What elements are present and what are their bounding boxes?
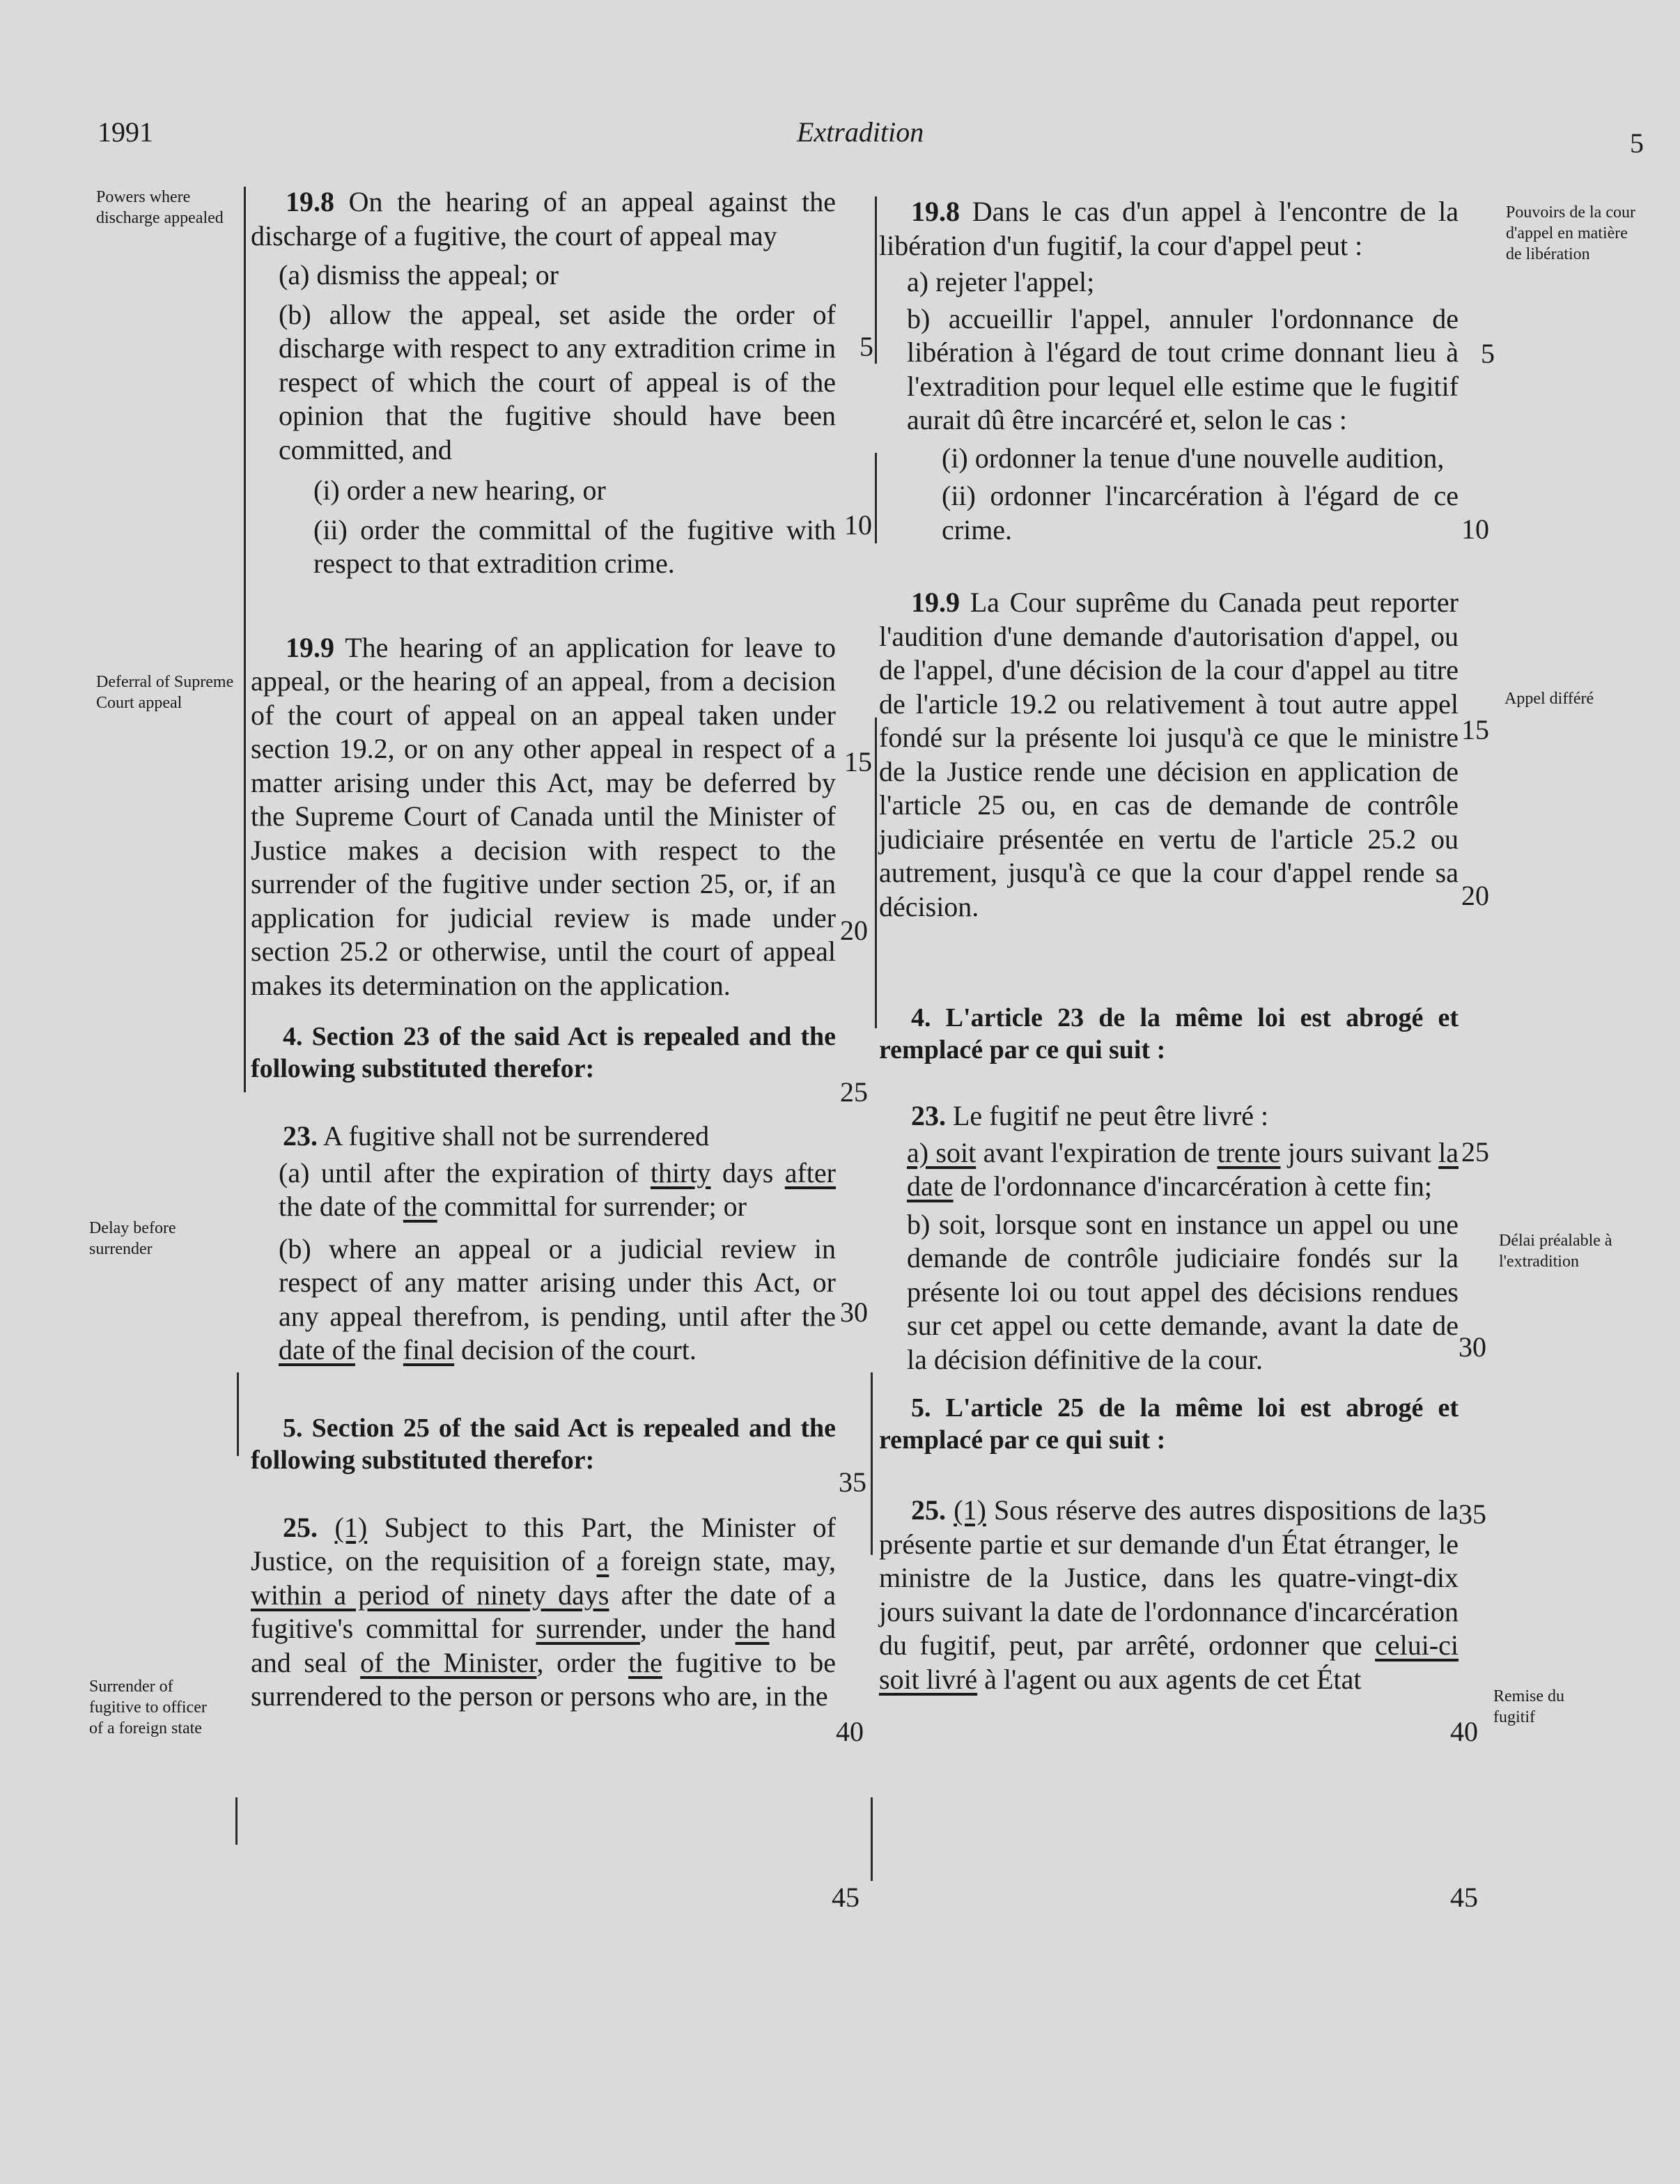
line-number-fr-45: 45 (1450, 1882, 1478, 1913)
section-19-8-para-b: (b) allow the appeal, set aside the order of discharge with respect to any extradition crime in respect of which the court of appeal is of the opinion that the fugitive should have been committed, and (279, 298, 836, 465)
margin-note-powers-fr: Pouvoirs de la cour d'appel en matière de libération (1506, 203, 1635, 263)
fr-amending-clause-5: 5. L'article 25 de la même loi est abrogé et remplacé par ce qui suit : (879, 1393, 1459, 1455)
section-19-8-para-a: (a) dismiss the appeal; or (279, 259, 559, 291)
line-number-fr-30: 30 (1459, 1331, 1486, 1363)
fr-section-19-9-text: La Cour suprême du Canada peut reporter l'audition d'une demande d'autorisation d'appel, ou de l'appel, d'une décision de la cour d'appel au titre de l'article 19.2 ou relativement à tout autre appel fondé sur la présente loi jusqu'à ce que le ministre de la Justice rende une décision en application de l'article 25 ou, en cas de demande de contrôle judiciaire présentée en vertu de l'article 25.2 ou autrement, jusqu'à ce que la cour d'appel rende sa décision. (879, 587, 1459, 922)
fr-section-19-8-subpara-ii: (ii) ordonner l'incarcération à l'égard de ce crime. (942, 480, 1459, 545)
section-23-para-a: (a) until after the expiration of thirty days after the date of the committal for surrender; or (279, 1156, 836, 1222)
section-23-intro: A fugitive shall not be surrendered (322, 1120, 710, 1152)
line-number-en-25: 25 (840, 1076, 868, 1108)
section-19-8-subpara-ii: (ii) order the committal of the fugitive with respect to that extradition crime. (313, 513, 836, 579)
margin-note-surrender-en: Surrender of fugitive to officer of a foreign state (89, 1678, 207, 1737)
header-year: 1991 (98, 116, 153, 148)
fr-section-19-8-para-a: a) rejeter l'appel; (907, 266, 1095, 297)
line-number-en-40: 40 (836, 1716, 864, 1747)
margin-note-deferral-en: Deferral of Supreme Court appeal (96, 673, 234, 712)
line-number-en-30: 30 (840, 1296, 868, 1328)
line-number-en-5: 5 (860, 331, 873, 362)
fr-section-19-8-number: 19.8 (911, 196, 960, 227)
change-bar-fr-2 (875, 453, 877, 543)
fr-section-19-8-para-b: b) accueillir l'appel, annuler l'ordonnance de libération à l'égard de tout crime donnant lieu à l'extradition pour lequel elle estime que le fugitif aurait dû être incarcéré et, selon le cas : (907, 302, 1459, 435)
change-bar-en-1 (244, 187, 246, 1092)
line-number-en-15: 15 (844, 746, 872, 777)
line-number-en-10: 10 (844, 509, 872, 541)
line-number-en-45: 45 (832, 1882, 860, 1913)
change-bar-fr-1 (875, 196, 877, 364)
section-19-9-text: The hearing of an application for leave to appeal, or the hearing of an appeal, from a decision of the court of appeal on an appeal taken under section 19.2, or on any other appeal in respect of a matter arising under this Act, may be deferred by the Supreme Court of Canada until the Minister of Justice makes a decision with respect to the surrender of the fugitive under section 25, or, if an application for judicial review is made under section 25.2 or otherwise, until the court of appeal makes its determination on the application. (251, 631, 837, 1001)
line-number-fr-5: 5 (1481, 338, 1495, 369)
line-number-fr-35: 35 (1459, 1498, 1486, 1530)
section-19-8-number: 19.8 (286, 186, 334, 217)
french-column (879, 195, 1459, 1696)
margin-note-delay-en: Delay before surrender (89, 1219, 176, 1258)
margin-note-delay-fr: Délai préalable à l'extradition (1499, 1232, 1612, 1271)
margin-note-powers-en: Powers where discharge appealed (96, 188, 224, 227)
amending-clause-4: 4. Section 23 of the said Act is repealed and the following substituted therefor: (251, 1022, 836, 1083)
section-25-1-text: 25. (1) Subject to this Part, the Minister of Justice, on the requisition of a foreign state, may, within a period of ninety days after the date of a fugitive's committal for surrender, under the hand and seal of the Minister, order the fugitive to be surrendered to the person or persons who are, in the (251, 1511, 837, 1712)
change-bar-fr-3 (875, 718, 877, 1028)
fr-section-19-9-number: 19.9 (911, 587, 960, 618)
section-19-9-number: 19.9 (286, 631, 334, 663)
fr-section-23-number: 23. (911, 1100, 946, 1131)
fr-section-19-8-subpara-i: (i) ordonner la tenue d'une nouvelle audition, (942, 442, 1445, 474)
margin-note-deferral-fr: Appel différé (1504, 690, 1594, 708)
page-number: 5 (1630, 127, 1644, 159)
fr-section-23-para-a: a) soit avant l'expiration de trente jours suivant la date de l'ordonnance d'incarcération à cette fin; (907, 1136, 1459, 1202)
change-bar-fr-5 (871, 1797, 873, 1881)
change-bar-en-3 (235, 1797, 238, 1845)
fr-section-23-intro: Le fugitif ne peut être livré : (953, 1100, 1269, 1131)
fr-section-19-8-intro: Dans le cas d'un appel à l'encontre de la libération d'un fugitif, la cour d'appel peut : (879, 196, 1459, 261)
section-19-8-intro: On the hearing of an appeal against the discharge of a fugitive, the court of appeal may (251, 186, 837, 251)
section-23-number: 23. (283, 1120, 318, 1152)
english-column (251, 185, 836, 1714)
change-bar-en-2 (237, 1372, 239, 1456)
section-23-para-b: (b) where an appeal or a judicial review in respect of any matter arising under this Act, or any appeal therefrom, is pending, until after the date of the final decision of the court. (279, 1232, 836, 1365)
change-bar-fr-4 (871, 1372, 873, 1555)
section-19-8-subpara-i: (i) order a new hearing, or (313, 474, 606, 506)
line-number-en-35: 35 (839, 1466, 866, 1498)
running-title: Extradition (797, 116, 924, 148)
line-number-fr-40: 40 (1450, 1716, 1478, 1747)
amending-clause-5: 5. Section 25 of the said Act is repealed and the following substituted therefor: (251, 1413, 836, 1475)
fr-amending-clause-4: 4. L'article 23 de la même loi est abrogé et remplacé par ce qui suit : (879, 1003, 1459, 1064)
line-number-fr-15: 15 (1461, 714, 1489, 745)
line-number-fr-20: 20 (1461, 880, 1489, 911)
line-number-fr-10: 10 (1461, 513, 1489, 545)
line-number-fr-25: 25 (1461, 1136, 1489, 1168)
fr-section-23-para-b: b) soit, lorsque sont en instance un appel ou une demande de contrôle judiciaire fondés sur la présente loi ou tout appel des décisions rendues sur cet appel ou cette demande, avant la date de la décision définitive de la cour. (907, 1208, 1459, 1375)
margin-note-surrender-fr: Remise du fugitif (1493, 1687, 1564, 1726)
fr-section-25-1-text: 25. (1) Sous réserve des autres dispositions de la présente partie et sur demande d'un État étranger, le ministre de la Justice, dans les quatre-vingt-dix jours suivant la date de l'ordonnance d'incarcération du fugitif, peut, par arrêté, ordonner que celui-ci soit livré à l'agent ou aux agents de cet État (879, 1494, 1459, 1695)
line-number-en-20: 20 (840, 915, 868, 946)
